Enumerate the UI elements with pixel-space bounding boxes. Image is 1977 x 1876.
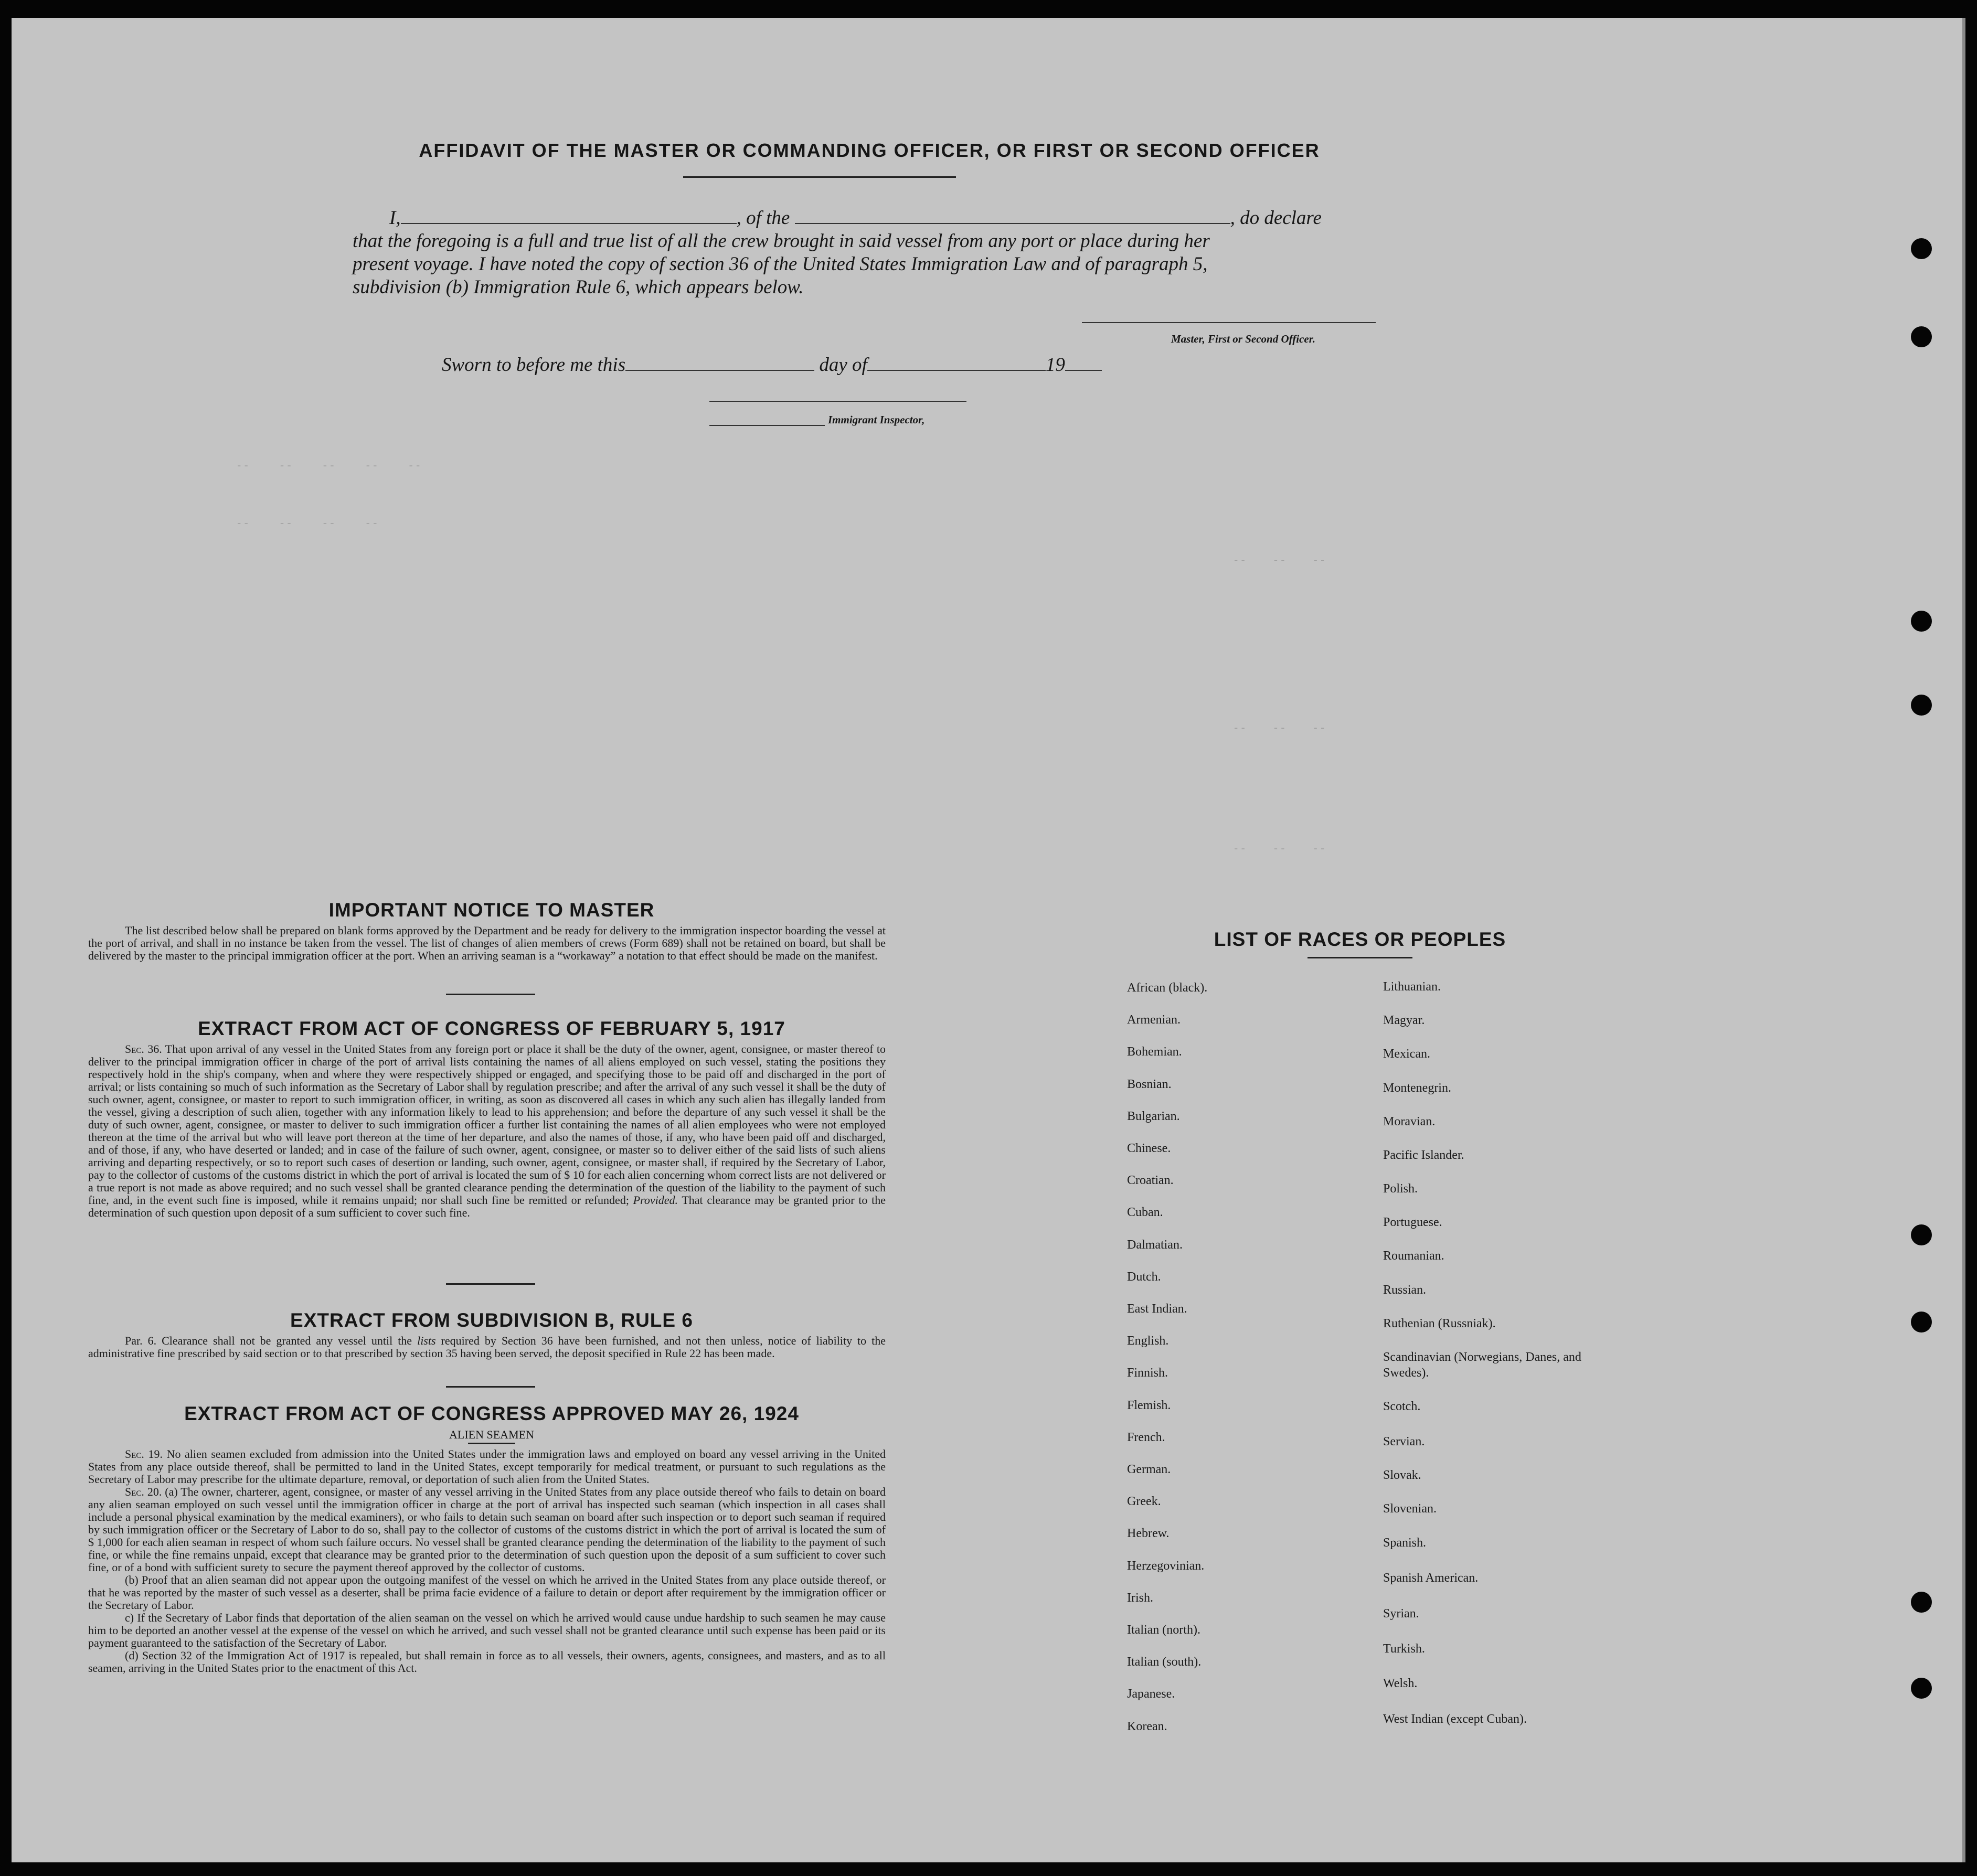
- bleed-through-mark: - - - - - -: [1234, 841, 1325, 855]
- section-divider: [446, 994, 535, 995]
- race-item: Turkish.: [1383, 1642, 1425, 1656]
- bleed-through-mark: - - - - - - - - - -: [237, 459, 420, 472]
- extract-1917-heading: EXTRACT FROM ACT OF CONGRESS OF FEBRUARY 5, 1917: [198, 1018, 785, 1039]
- affidavit-line-1: [389, 207, 1322, 229]
- race-item: Korean.: [1127, 1719, 1167, 1733]
- bleed-through-mark: - - - - - -: [1234, 721, 1325, 734]
- do-declare-label: , do declare: [1230, 207, 1322, 229]
- sworn-year-field[interactable]: [1065, 370, 1102, 371]
- master-signature-field[interactable]: [1082, 322, 1376, 323]
- sworn-label: Sworn to before me this: [442, 354, 626, 376]
- sec-19-paragraph: Sec. 19. No alien seamen excluded from admission into the United States under the immigration laws and employed on board any vessel arriving in the United States from any place outside thereof, shall be permitted to land in the United States, except temporarily for medical treatment, or pursuant to such regulations as the Secretary of Labor may prescribe for the ultimate departure, removal, or deportation of such alien from the United States.: [88, 1447, 886, 1486]
- sworn-day-field[interactable]: [625, 370, 814, 371]
- race-item: Bulgarian.: [1127, 1109, 1180, 1123]
- race-item: Herzegovinian.: [1127, 1559, 1205, 1573]
- race-item: Lithuanian.: [1383, 980, 1441, 994]
- title-underline: [683, 176, 956, 178]
- race-item: Ruthenian (Russniak).: [1383, 1317, 1496, 1330]
- inspector-caption: Immigrant Inspector,: [828, 413, 925, 426]
- master-signature-caption: Master, First or Second Officer.: [1171, 333, 1315, 345]
- race-item: Scotch.: [1383, 1400, 1421, 1413]
- punch-hole: [1911, 695, 1932, 716]
- extract-1924-text: [88, 1448, 886, 1675]
- race-item: Finnish.: [1127, 1366, 1168, 1380]
- race-item: East Indian.: [1127, 1302, 1187, 1316]
- races-heading: LIST OF RACES OR PEOPLES: [1214, 929, 1506, 950]
- race-item: Scandinavian (Norwegians, Danes, and Swedes).: [1383, 1350, 1581, 1380]
- race-item: French.: [1127, 1430, 1165, 1444]
- race-item: Russian.: [1383, 1283, 1427, 1297]
- bleed-through-mark: - - - - - - - -: [237, 516, 377, 529]
- sec-20d-paragraph: (d) Section 32 of the Immigration Act of 1917 is repealed, but shall remain in force as to all vessels, their owners, agents, consignees, and masters, and as to all seamen, arriving in the United States prior to the enactment of this Act.: [88, 1649, 886, 1675]
- race-item: Spanish American.: [1383, 1571, 1479, 1585]
- race-item: Welsh.: [1383, 1677, 1418, 1690]
- race-item: Bohemian.: [1127, 1045, 1182, 1059]
- rule6-heading: EXTRACT FROM SUBDIVISION B, RULE 6: [290, 1309, 693, 1331]
- alien-seamen-subheading: ALIEN SEAMEN: [449, 1428, 534, 1441]
- vessel-name-field[interactable]: [795, 223, 1230, 224]
- race-item: Bosnian.: [1127, 1077, 1172, 1091]
- race-item: Spanish.: [1383, 1536, 1427, 1550]
- race-item: English.: [1127, 1334, 1169, 1348]
- race-item: Portuguese.: [1383, 1216, 1442, 1229]
- race-item: Irish.: [1127, 1591, 1153, 1605]
- section-divider: [468, 1443, 515, 1444]
- race-item: Polish.: [1383, 1182, 1418, 1196]
- race-item: Syrian.: [1383, 1607, 1419, 1621]
- race-item: Japanese.: [1127, 1687, 1175, 1701]
- inspector-signature-field[interactable]: [709, 401, 966, 402]
- sworn-month-field[interactable]: [867, 370, 1046, 371]
- punch-hole: [1911, 326, 1932, 347]
- declarant-name-field[interactable]: [401, 223, 737, 224]
- race-item: Armenian.: [1127, 1013, 1181, 1027]
- race-item: Slovenian.: [1383, 1502, 1437, 1516]
- race-item: Flemish.: [1127, 1398, 1171, 1412]
- inspector-caption-line: [709, 425, 825, 426]
- race-item: West Indian (except Cuban).: [1383, 1712, 1527, 1726]
- sec-20b-paragraph: (b) Proof that an alien seaman did not appear upon the outgoing manifest of the vessel on which he arrived in the United States from any place outside thereof, or that he was reported by the master of such vessel as a deserter, shall be prima facie evidence of a failure to detain or deport after requirement by the immigration officer or the Secretary of Labor.: [88, 1573, 886, 1612]
- race-item: Magyar.: [1383, 1014, 1425, 1027]
- race-item: Croatian.: [1127, 1174, 1174, 1188]
- race-item: Slovak.: [1383, 1468, 1421, 1482]
- rule6-text: Par. 6. Clearance shall not be granted any vessel until the lists required by Section 36 have been furnished, and not then unless, notice of liability to the administrative fine prescribed by said section or to that prescribed by section 35 having been served, the deposit specified in Rule 22 has been made.: [88, 1334, 886, 1360]
- of-the-label: , of the: [736, 207, 790, 229]
- notice-heading: IMPORTANT NOTICE TO MASTER: [328, 899, 655, 921]
- sworn-line: [442, 354, 1102, 376]
- bleed-through-mark: - - - - - -: [1234, 553, 1325, 566]
- day-of-label: day of: [819, 354, 867, 376]
- race-item: Hebrew.: [1127, 1527, 1170, 1541]
- affidavit-line-4: subdivision (b) Immigration Rule 6, which appears below.: [353, 276, 804, 298]
- race-item: Moravian.: [1383, 1115, 1436, 1128]
- declarant-label: I,: [389, 207, 401, 229]
- race-item: Italian (south).: [1127, 1655, 1202, 1669]
- section-divider: [446, 1283, 535, 1285]
- year-prefix: 19: [1045, 354, 1065, 376]
- race-item: Pacific Islander.: [1383, 1148, 1464, 1162]
- race-item: Chinese.: [1127, 1142, 1171, 1155]
- race-item: Roumanian.: [1383, 1249, 1444, 1263]
- races-heading-underline: [1308, 957, 1412, 958]
- punch-hole: [1911, 238, 1932, 259]
- race-item: Greek.: [1127, 1495, 1161, 1509]
- notice-text: The list described below shall be prepared on blank forms approved by the Department and be ready for delivery to the immigration inspector boarding the vessel at the port of arrival, and shall in no instance be taken from the vessel. The list of changes of alien members of crews (Form 689) shall not be retained on board, but shall be delivered by the master to the principal immigration officer at the port. When an arriving seaman is a “workaway” a notation to that effect should be made on the manifest.: [88, 924, 886, 962]
- race-item: German.: [1127, 1463, 1171, 1476]
- document-page: [12, 18, 1965, 1862]
- punch-hole: [1911, 1224, 1932, 1245]
- race-item: Cuban.: [1127, 1206, 1163, 1220]
- punch-hole: [1911, 1678, 1932, 1699]
- race-item: Servian.: [1383, 1435, 1425, 1448]
- race-item: Montenegrin.: [1383, 1081, 1451, 1095]
- extract-1917-text: Sec. 36. That upon arrival of any vessel in the United States from any foreign port or place it shall be the duty of the owner, agent, consignee, or master thereof to deliver to the principal immigration officer in charge of the port of arrival lists containing the names of all aliens employed on such vessel, stating the positions they respectively hold in the ship's company, when and where they were respectively shipped or engaged, and specifying those to be paid off and discharged in the port of arrival; or lists containing so much of such information as the Secretary of Labor shall by regulation prescribe; and after the arrival of any such vessel it shall be the duty of such owner, agent, consignee, or master to report to such immigration officer, in writing, as soon as discovered all cases in which any such alien has illegally landed from the vessel, giving a description of such alien, together with any information likely to lead to his apprehension; and before the departure of any such vessel it shall be the duty of such owner, agent, consignee, or master to deliver to such immigration officer a further list containing the names of all alien employees who were not employed thereon at the time of the arrival but who will leave port thereon at the time of her departure, and also the names of those, if any, who have been paid off and discharged, and of those, if any, who have deserted or landed; and in case of the failure of such owner, agent, consignee, or master so to deliver either of the said lists of such aliens arriving and departing respectively, or so to report such cases of desertion or landing, such owner, agent, consignee, or master shall, if required by the Secretary of Labor, pay to the collector of customs of the customs district in which the port of arrival is located the sum of $ 10 for each alien concerning whom correct lists are not delivered or a true report is not made as above required; and no such vessel shall be granted clearance pending the determination of the question of the liability to the payment of such fine, and, in the event such fine is imposed, while it remains unpaid; nor shall such fine be remitted or refunded; Provided. That clearance may be granted prior to the determination of such question upon deposit of a sum sufficient to cover such fine.: [88, 1042, 886, 1219]
- affidavit-line-2: that the foregoing is a full and true list of all the crew brought in said vessel from any port or place during her: [353, 230, 1210, 252]
- extract-1924-heading: EXTRACT FROM ACT OF CONGRESS APPROVED MAY 26, 1924: [184, 1403, 799, 1424]
- race-item: Mexican.: [1383, 1047, 1430, 1061]
- race-item: African (black).: [1127, 981, 1208, 995]
- punch-hole: [1911, 1592, 1932, 1613]
- punch-hole: [1911, 611, 1932, 632]
- affidavit-title: AFFIDAVIT OF THE MASTER OR COMMANDING OFFICER, OR FIRST OR SECOND OFFICER: [419, 140, 1320, 161]
- affidavit-line-3: present voyage. I have noted the copy of section 36 of the United States Immigration Law and of paragraph 5,: [353, 253, 1208, 275]
- race-item: Dalmatian.: [1127, 1238, 1183, 1252]
- sec-20a-paragraph: Sec. 20. (a) The owner, charterer, agent, consignee, or master of any vessel arriving in the United States from any place outside thereof who fails to detain on board any alien seaman employed on such vessel until the immigration officer in charge at the port of arrival has inspected such seaman (which inspection in all cases shall include a personal physical examination by the medical examiners), or who fails to detain such seaman on board after such inspection or to deport such seaman if required by such immigration officer or the Secretary of Labor to do so, shall pay to the collector of customs of the customs district in which the port of arrival is located the sum of $ 1,000 for each alien seaman in respect of whom such failure occurs. No vessel shall be granted clearance pending the determination of the liability to the payment of such fine, or while the fine remains unpaid, except that clearance may be granted prior to the determination of such question upon the deposit of a sum sufficient to cover such fine, or of a bond with sufficient surety to secure the payment thereof approved by the collector of customs.: [88, 1485, 886, 1574]
- race-item: Italian (north).: [1127, 1623, 1200, 1637]
- sec-20c-paragraph: c) If the Secretary of Labor finds that deportation of the alien seaman on the vessel on which he arrived would cause undue hardship to such seamen he may cause him to be deported an another vessel at the expense of the vessel on which he arrived, and such vessel shall not be granted clearance until such expense has been paid or its payment guaranteed to the satisfaction of the Secretary of Labor.: [88, 1611, 886, 1649]
- race-item: Dutch.: [1127, 1270, 1161, 1284]
- section-divider: [446, 1386, 535, 1388]
- punch-hole: [1911, 1312, 1932, 1333]
